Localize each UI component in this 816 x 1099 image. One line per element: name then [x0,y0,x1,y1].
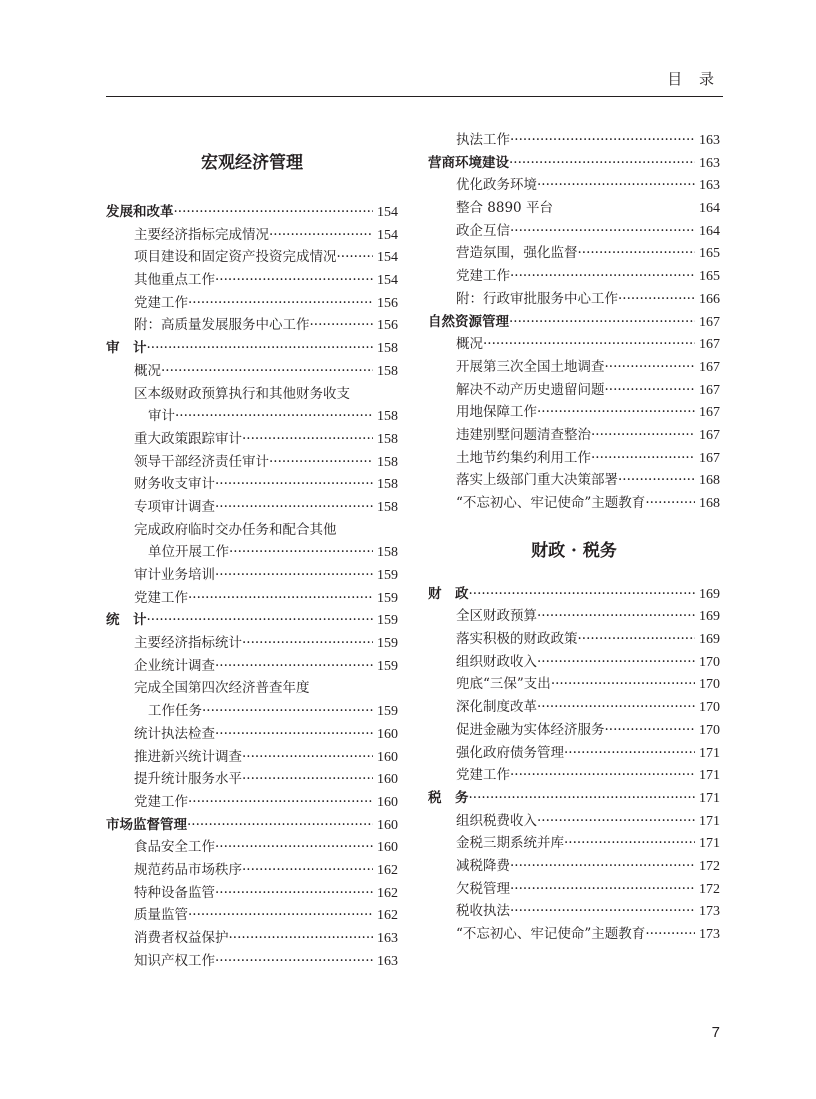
dot-leader [215,950,373,973]
toc-entry-page: 168 [699,496,720,511]
dot-leader [510,764,695,787]
toc-entry[interactable] [106,746,398,769]
dot-leader [229,541,373,564]
toc-entry-page: 158 [377,431,398,447]
toc-left-column [106,129,398,972]
toc-entry-page: 154 [377,250,398,266]
dot-leader [242,632,373,655]
toc-entry-page: 159 [377,590,398,606]
toc-entry-title: 欠税管理 [456,880,510,897]
toc-category-entry[interactable] [428,787,720,810]
toc-entry[interactable] [106,927,398,950]
toc-entry-page: 158 [377,545,398,561]
dot-leader [147,337,374,360]
toc-entry[interactable] [428,333,720,356]
dot-leader [645,492,695,515]
toc-entry-page: 173 [699,904,720,920]
dot-leader [605,379,696,402]
toc-entry[interactable] [106,791,398,814]
toc-entry-page: 160 [377,726,398,742]
dot-leader [174,201,374,224]
dot-leader [469,583,696,606]
dot-leader [337,246,374,269]
toc-entry-page: 163 [699,155,720,171]
toc-entry-title: 审计 [148,408,175,425]
toc-entry-page: 160 [377,772,398,788]
toc-entry[interactable] [106,564,398,587]
toc-entry-page: 173 [699,927,720,942]
dot-leader [551,673,695,696]
toc-entry[interactable] [428,469,720,492]
toc-entry[interactable] [428,492,720,515]
dot-leader [605,719,696,742]
toc-entry-page: 172 [699,881,720,897]
dot-leader [215,655,373,678]
toc-entry-page: 165 [699,246,720,262]
toc-category-entry[interactable] [106,609,398,632]
toc-entry[interactable] [106,836,398,859]
section-heading: 宏观经济管理 [201,153,303,173]
toc-entry-title: 土地节约集约利用工作 [456,449,591,466]
toc-entry[interactable] [428,764,720,787]
dot-leader [483,333,695,356]
toc-entry-page: 167 [699,359,720,375]
toc-entry-title: 审计业务培训 [134,567,215,583]
toc-entry-page: 171 [699,813,720,829]
toc-entry-page: 171 [699,745,720,761]
toc-entry-title: 党建工作 [134,793,188,810]
dot-leader [310,314,374,337]
dot-leader [618,288,695,311]
toc-entry-page: 166 [699,291,720,307]
toc-entry-title: 概况 [134,362,161,379]
toc-entry[interactable] [428,197,720,220]
toc-entry-title: 企业统计调查 [134,657,215,674]
toc-entry-title: 执法工作 [456,132,510,148]
toc-entry-title: 减税降费 [456,857,510,874]
toc-entry-page: 169 [699,609,720,625]
toc-entry[interactable] [106,723,398,746]
toc-entry[interactable] [106,224,398,247]
toc-entry-title: “不忘初心、牢记使命”主题教育 [456,495,646,511]
toc-entry-page: 167 [699,427,720,443]
toc-entry[interactable] [428,356,720,379]
dot-leader [188,791,373,814]
toc-entry-page: 167 [699,405,720,421]
toc-category-entry[interactable] [428,583,720,606]
toc-entry[interactable] [106,451,398,474]
toc-entry-title: 质量监管 [134,907,188,924]
toc-entry-title: 党建工作 [456,767,510,784]
dot-leader [229,927,374,950]
toc-entry[interactable] [428,742,720,765]
toc-entry-title: 兜底“三保”支出 [456,676,551,693]
toc-entry-title: 审 计 [106,340,147,357]
toc-entry-page: 158 [377,454,398,470]
dot-leader [469,787,696,810]
toc-entry-title: 附：高质量发展服务中心工作 [134,317,310,334]
toc-entry-title: 金税三期系统并库 [456,835,564,852]
toc-entry-title: 特种设备监管 [134,884,215,901]
toc-entry-title: 税 务 [428,789,469,806]
toc-entry-page: 167 [699,382,720,398]
toc-entry-title: 落实上级部门重大决策部署 [456,472,618,489]
toc-entry[interactable] [428,265,720,288]
toc-entry-title: 统计执法检查 [134,725,215,742]
dot-leader [215,836,373,859]
dot-leader [215,723,373,746]
header-rule [106,96,723,97]
toc-entry-page: 163 [699,178,720,194]
toc-entry-title: 组织税费收入 [456,812,537,829]
dot-leader [147,609,374,632]
toc-right-column [428,129,720,946]
toc-entry-title: 专项审计调查 [134,498,215,515]
toc-entry-page: 159 [377,636,398,652]
toc-entry[interactable] [428,832,720,855]
toc-entry-page: 169 [699,586,720,602]
toc-entry-page: 160 [377,794,398,810]
toc-entry-title: 违建别墅问题清查整治 [456,426,591,443]
toc-entry-page: 163 [377,953,398,969]
toc-entry-page: 164 [699,201,720,217]
toc-category-entry[interactable] [428,311,720,334]
toc-entry-page: 158 [377,409,398,425]
toc-entry-title: 组织财政收入 [456,653,537,670]
toc-entry[interactable] [428,242,720,265]
toc-entry-page: 156 [377,295,398,311]
toc-entry-page: 160 [377,749,398,765]
dot-leader [188,904,373,927]
dot-leader [605,356,696,379]
dot-leader [188,292,373,315]
dot-leader [537,401,695,424]
toc-entry-title: 营造氛围，强化监督 [456,245,578,262]
dot-leader [509,152,695,175]
toc-entry-title: 推进新兴统计调查 [134,748,242,765]
toc-entry-page: 159 [377,568,398,583]
toc-entry-page: 168 [699,473,720,489]
toc-entry-page: 158 [377,477,398,493]
toc-entry[interactable] [106,246,398,269]
toc-entry-title: 概况 [456,336,483,353]
dot-leader [242,746,373,769]
dot-leader [215,564,373,587]
toc-entry[interactable] [428,651,720,674]
toc-entry[interactable] [106,655,398,678]
dot-leader [215,496,373,519]
toc-entry[interactable] [428,696,720,719]
toc-entry-title: 单位开展工作 [148,544,229,561]
toc-entry-page: 156 [377,318,398,334]
toc-entry-page: 163 [377,931,398,946]
toc-entry-title: 主要经济指标统计 [134,635,242,652]
toc-entry-page: 162 [377,885,398,901]
toc-entry[interactable] [428,605,720,628]
toc-entry-title: 区本级财政预算执行和其他财务收支 [134,385,350,402]
toc-entry-title: 深化制度改革 [456,699,537,716]
toc-entry[interactable] [106,587,398,610]
toc-entry-page: 162 [377,908,398,924]
toc-entry-page: 162 [377,862,398,878]
toc-entry-title: 财 政 [428,585,469,602]
toc-entry[interactable] [428,719,720,742]
toc-entry[interactable] [428,174,720,197]
toc-entry-title: 全区财政预算 [456,608,537,625]
toc-entry-page: 171 [699,836,720,852]
dot-leader [564,832,695,855]
dot-leader [202,700,373,723]
dot-leader [188,587,373,610]
dot-leader [215,473,373,496]
toc-entry-title: 市场监督管理 [106,816,187,833]
toc-entry-title: 食品安全工作 [134,839,215,856]
toc-entry-title: 其他重点工作 [134,272,215,289]
toc-entry-title: 自然资源管理 [428,313,509,330]
toc-entry-title: 开展第三次全国土地调查 [456,358,605,375]
toc-entry-page: 167 [699,450,720,466]
toc-entry-page: 171 [699,768,720,784]
toc-entry-title: 落实积极的财政政策 [456,631,578,648]
toc-entry-title: 附：行政审批服务中心工作 [456,290,618,307]
toc-entry-page: 171 [699,790,720,806]
dot-leader [537,651,695,674]
toc-entry-title: 财务收支审计 [134,476,215,493]
toc-entry-page: 158 [377,341,398,357]
dot-leader [269,451,373,474]
toc-entry[interactable] [106,383,398,406]
toc-entry[interactable] [428,673,720,696]
dot-leader [161,360,373,383]
toc-entry-title: 税收执法 [456,903,510,920]
toc-entry-page: 160 [377,840,398,856]
toc-entry-page: 164 [699,223,720,239]
toc-entry-page: 159 [377,658,398,674]
section-heading: 财政 · 税务 [531,540,617,561]
toc-entry[interactable] [428,401,720,424]
toc-entry[interactable] [106,768,398,791]
toc-entry-title: 党建工作 [134,589,188,606]
toc-entry[interactable] [428,220,720,243]
toc-entry[interactable] [106,360,398,383]
toc-entry-title: 完成全国第四次经济普查年度 [134,680,310,697]
toc-category-entry[interactable] [428,152,720,175]
toc-entry[interactable] [428,424,720,447]
toc-entry[interactable] [428,923,720,946]
toc-entry-page: 170 [699,700,720,716]
toc-entry-title: 政企互信 [456,222,510,239]
dot-leader [187,814,373,837]
dot-leader [510,878,695,901]
toc-entry-page: 159 [377,613,398,629]
toc-entry[interactable] [106,473,398,496]
dot-leader [269,224,373,247]
toc-entry-page: 158 [377,499,398,515]
toc-entry[interactable] [428,878,720,901]
toc-entry-page: 154 [377,205,398,220]
toc-entry-title: 项目建设和固定资产投资完成情况 [134,249,337,266]
toc-entry[interactable] [428,129,720,152]
dot-leader [510,129,695,152]
toc-entry[interactable] [106,519,398,542]
dot-leader [510,220,695,243]
toc-entry[interactable] [428,447,720,470]
toc-entry-page: 160 [377,817,398,833]
dot-leader [242,428,373,451]
toc-entry-title: 知识产权工作 [134,952,215,969]
dot-leader [618,469,695,492]
toc-entry-title: 提升统计服务水平 [134,771,242,788]
toc-entry[interactable] [428,628,720,651]
dot-leader [215,269,373,292]
toc-entry-page: 154 [377,273,398,289]
dot-leader [578,242,696,265]
dot-leader [564,742,695,765]
toc-entry-title: 规范药品市场秩序 [134,861,242,878]
toc-entry[interactable] [106,269,398,292]
toc-entry[interactable] [106,541,398,564]
toc-entry-title: 解决不动产历史遗留问题 [456,381,605,398]
toc-entry-page: 159 [377,704,398,720]
dot-leader [510,265,695,288]
toc-entry[interactable] [106,428,398,451]
toc-entry-title: 党建工作 [134,294,188,311]
toc-entry-page: 169 [699,632,720,648]
dot-leader [537,696,695,719]
toc-entry[interactable] [428,379,720,402]
toc-entry[interactable] [106,632,398,655]
toc-entry[interactable] [106,496,398,519]
dot-leader [242,768,373,791]
toc-entry-page: 170 [699,722,720,738]
toc-entry[interactable] [106,700,398,723]
toc-category-entry[interactable] [106,814,398,837]
toc-entry[interactable] [106,859,398,882]
toc-entry-title: 重大政策跟踪审计 [134,430,242,447]
dot-leader [578,628,696,651]
toc-entry-title: 整合 8890 平台 [456,200,553,217]
toc-entry-page: 163 [699,133,720,148]
toc-entry-page: 154 [377,227,398,243]
toc-entry[interactable] [106,292,398,315]
toc-entry-page: 165 [699,269,720,285]
toc-entry[interactable] [106,405,398,428]
toc-entry-title: 营商环境建设 [428,154,509,171]
toc-entry-page: 170 [699,654,720,670]
page-number: 7 [711,1024,720,1041]
dot-leader [591,447,695,470]
toc-entry-title: 完成政府临时交办任务和配合其他 [134,521,337,538]
running-header-title: 目 录 [667,70,720,88]
toc-entry[interactable] [106,904,398,927]
toc-entry-page: 172 [699,858,720,874]
dot-leader [510,855,695,878]
dot-leader [591,424,695,447]
dot-leader [537,605,695,628]
toc-entry-title: 消费者权益保护 [134,930,229,946]
toc-category-entry[interactable] [106,337,398,360]
toc-category-entry[interactable] [106,201,398,224]
toc-entry[interactable] [428,810,720,833]
toc-entry-title: 主要经济指标完成情况 [134,226,269,243]
toc-entry[interactable] [106,314,398,337]
dot-leader [537,174,695,197]
dot-leader [537,810,695,833]
dot-leader [645,923,695,946]
toc-entry-title: 用地保障工作 [456,404,537,421]
dot-leader [509,311,695,334]
toc-entry[interactable] [428,288,720,311]
toc-entry-title: “不忘初心、牢记使命”主题教育 [456,926,646,942]
toc-entry-title: 促进金融为实体经济服务 [456,721,605,738]
toc-entry-title: 统 计 [106,612,147,629]
toc-entry-title: 强化政府债务管理 [456,744,564,761]
dot-leader [242,859,373,882]
toc-entry-page: 158 [377,363,398,379]
toc-entry[interactable] [106,677,398,700]
toc-entry[interactable] [106,882,398,905]
toc-entry[interactable] [428,855,720,878]
toc-entry-title: 工作任务 [148,703,202,720]
dot-leader [215,882,373,905]
dot-leader [510,900,695,923]
toc-entry-page: 167 [699,337,720,353]
toc-entry[interactable] [106,950,398,973]
toc-entry-page: 170 [699,677,720,693]
dot-leader [175,405,373,428]
toc-entry[interactable] [428,900,720,923]
toc-entry-title: 领导干部经济责任审计 [134,453,269,470]
toc-entry-page: 167 [699,314,720,330]
toc-entry-title: 优化政务环境 [456,177,537,194]
toc-entry-title: 党建工作 [456,268,510,285]
toc-entry-title: 发展和改革 [106,204,174,220]
